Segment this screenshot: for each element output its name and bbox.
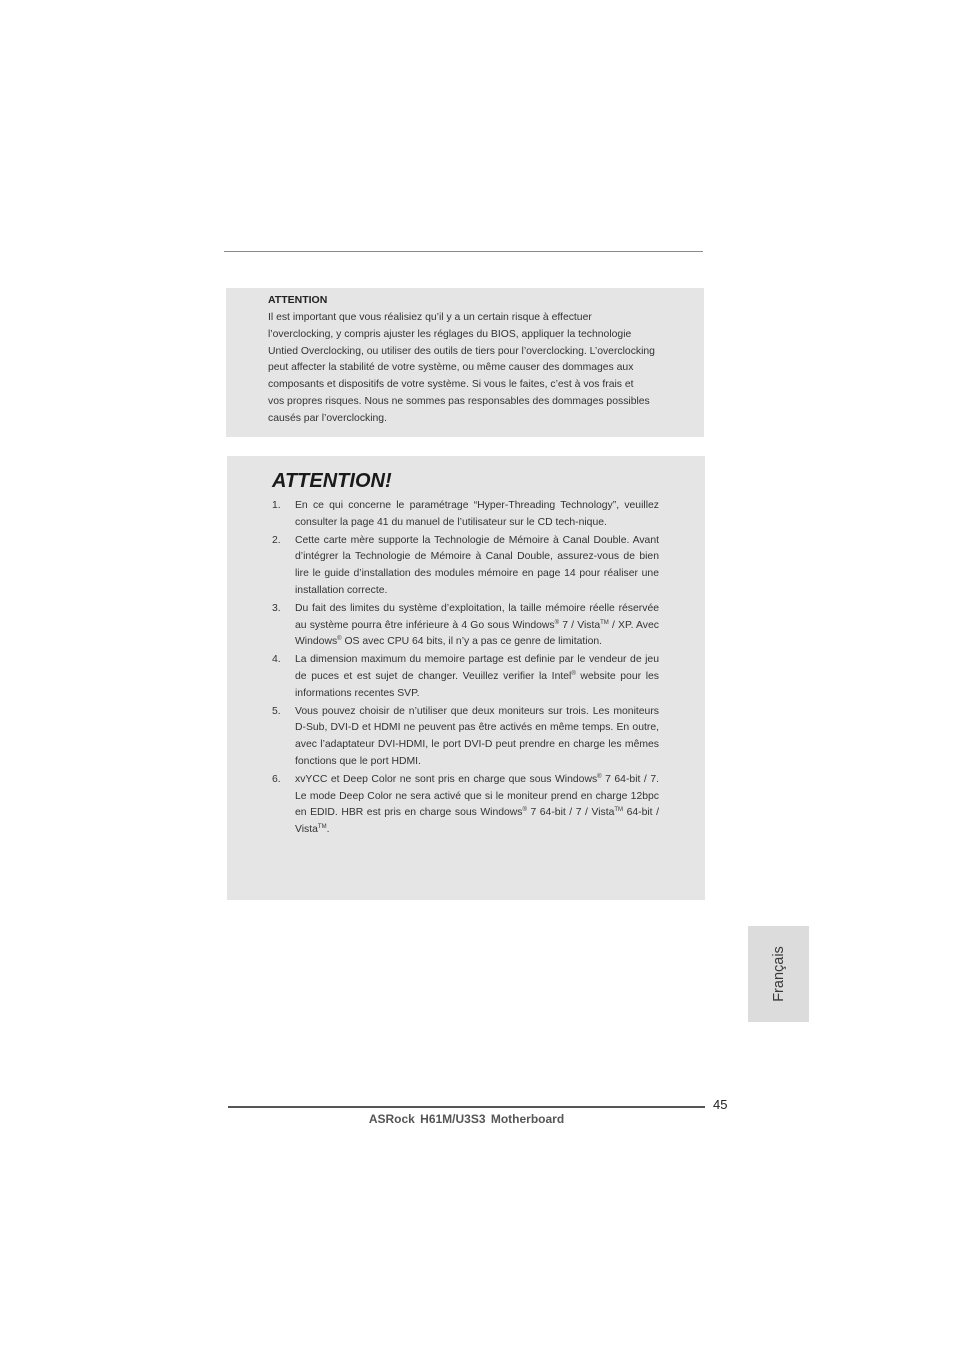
footer-divider (228, 1106, 705, 1108)
attention-box (227, 456, 705, 900)
item-text: Du fait des limites du système d’exploitation, la taille mémoire réelle réservée au système pourra être inférieure à 4 Go sous Windows® 7 / Vista™ / XP. Avec Windows® OS avec CPU 64 bits, il n’y a pas ce genre de limitation. (295, 602, 659, 648)
registered-mark: ® (597, 773, 602, 780)
attention-title: ATTENTION! (272, 470, 392, 492)
notice-heading: ATTENTION (268, 294, 328, 306)
overclocking-notice-box (226, 288, 704, 437)
registered-mark: ® (554, 619, 560, 626)
list-item (227, 772, 705, 839)
registered-mark: ® (522, 807, 527, 814)
item-number: 5. (272, 705, 281, 717)
item-number: 1. (272, 500, 281, 511)
item-text: Vous pouvez choisir de n’utiliser que deux moniteurs sur trois. Les moniteurs D-Sub, DVI-D et HDMI ne peuvent pas être activés en même temps. En outre, avec l’adaptateur DVI-HDMI, le port DVI-D peut prendre en charge les mêmes fonctions que le port HDMI. (295, 705, 659, 767)
attention-list (227, 498, 705, 840)
list-item (227, 652, 705, 702)
item-text: En ce qui concerne le paramétrage “Hyper-Threading Technology”, veuillez consulter la page 41 du manuel de l’utilisateur sur le CD tech-nique. (295, 500, 659, 528)
list-item (227, 498, 705, 532)
trademark-mark: TM (614, 807, 624, 814)
trademark-mark: TM (600, 619, 609, 626)
item-text: Cette carte mère supporte la Technologie de Mémoire à Canal Double. Avant d’intégrer la Technologie de Mémoire à Canal Double, assurez-vous de bien lire le guide d’installation des modules mémoire en page 14 pour réaliser une installation correcte. (295, 534, 659, 596)
item-number: 4. (272, 654, 281, 666)
language-tab (748, 926, 809, 1022)
trademark-mark: TM (317, 824, 327, 831)
item-number: 3. (272, 602, 281, 614)
list-item (227, 601, 705, 651)
language-label: Français (770, 946, 787, 1002)
registered-mark: ® (571, 670, 576, 677)
notice-body: Il est important que vous réalisiez qu’il y a un certain risque à effectuer l’overclocking, y compris ajuster les réglages du BIOS, appliquer la technologie Untied Overclocking, ou utiliser des outils de tiers pour l’overclocking. L’overclocking peut affecter la stabilité de votre système, ou même causer des dommages aux composants et dispositifs de votre système. Si vous le faites, c’est à vos frais et vos propres risques. Nous ne sommes pas responsables des dommages possibles causés par l’overclocking. (268, 312, 655, 424)
footer-title: ASRock H61M/U3S3 Motherboard (368, 1112, 565, 1126)
top-divider (224, 251, 703, 252)
item-number: 6. (272, 773, 281, 785)
registered-mark: ® (337, 636, 342, 643)
item-text: La dimension maximum du memoire partage est definie par le vendeur de jeu de puces et est sujet de changer. Veuillez verifier la Intel® website pour les informations recentes SVP. (295, 654, 659, 699)
list-item (227, 533, 705, 600)
item-number: 2. (272, 534, 281, 546)
list-item (227, 704, 705, 771)
item-text: xvYCC et Deep Color ne sont pris en charge que sous Windows® 7 64-bit / 7. Le mode Deep Color ne sera activé que si le moniteur prend en charge 12bpc en EDID. HBR est pris en charge sous Windows® 7 64-bit / 7 / Vista™ 64-bit / Vista™. (295, 773, 660, 836)
page-number: 45 (713, 1097, 728, 1112)
